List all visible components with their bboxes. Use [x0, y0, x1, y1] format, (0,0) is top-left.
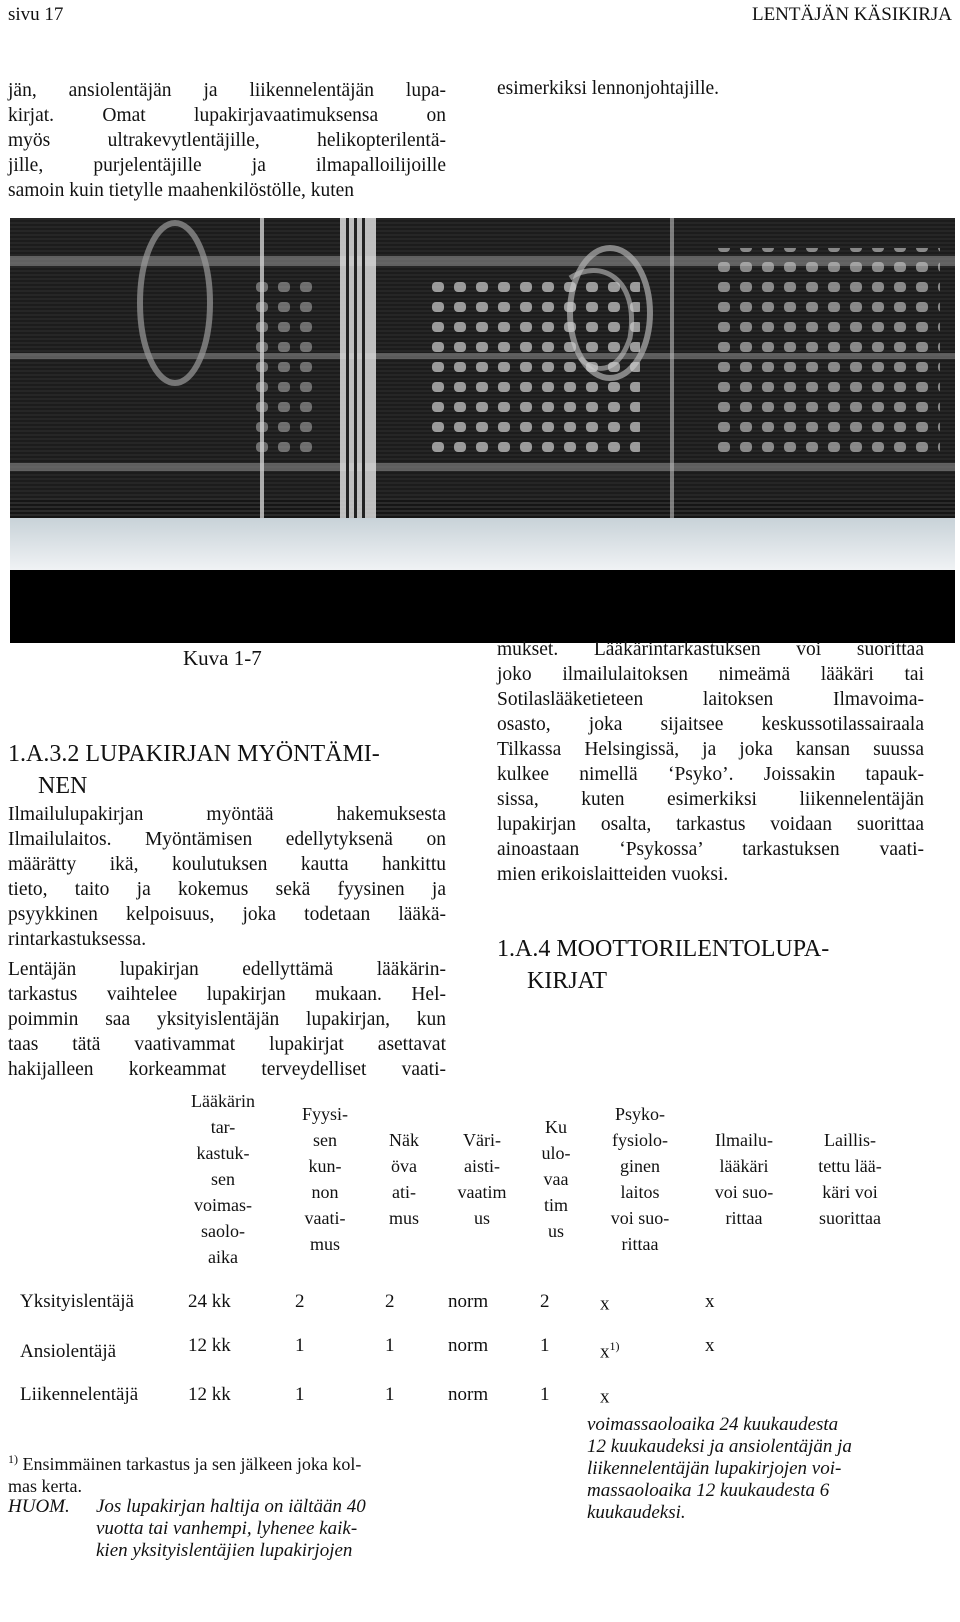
footnote [8, 1448, 448, 1497]
text-line: Lentäjän lupakirjan edellyttämä lääkärin- [8, 959, 446, 980]
cell-value: x [600, 1341, 610, 1363]
cell-value: x [600, 1386, 610, 1408]
header-line: tim [543, 1195, 568, 1215]
text-line: osasto, joka sijaitsee keskussotilassairaala [497, 714, 924, 735]
text-line: massaoloaika 12 kuukaudesta 6 [587, 1480, 830, 1501]
page-number: sivu 17 [8, 4, 64, 25]
header-line: aika [208, 1247, 238, 1267]
text-line: myös ultrakevytlentäjille, helikopterilentä- [8, 130, 446, 151]
footnote-marker: 1) [609, 1339, 620, 1353]
column-header-aika [178, 1088, 268, 1270]
cell-ilmailulaakari: x [705, 1335, 715, 1356]
text-line: Sotilaslääketieteen laitoksen Ilmavoima- [497, 689, 924, 710]
header-line: ati- [392, 1182, 416, 1202]
cell-aika: 12 kk [188, 1384, 231, 1405]
huom-text: Jos lupakirjan haltija on iältään 40 [96, 1496, 366, 1517]
cell-variaisti: norm [448, 1335, 489, 1356]
cell-ilmailulaakari: x [705, 1291, 715, 1312]
footnote-text: mas kerta. [8, 1476, 82, 1496]
row-name: Liikennelentäjä [20, 1384, 139, 1405]
book-title: LENTÄJÄN KÄSIKIRJA [751, 4, 952, 25]
header-line: tettu lää- [818, 1156, 882, 1176]
header-line: sen [313, 1130, 337, 1150]
cell-fyysinen: 1 [295, 1384, 305, 1405]
header-line: rittaa [621, 1234, 659, 1254]
text-line: määrätty ikä, koulutuksen kautta hankittu [8, 854, 446, 875]
right-top-line: esimerkiksi lennonjohtajille. [497, 78, 720, 99]
header-line: rittaa [725, 1208, 763, 1228]
text-line: lupakirjan osalta, tarkastus voidaan suorittaa [497, 814, 924, 835]
text-line: kuukaudeksi. [587, 1502, 686, 1523]
footnote-mark: 1) [8, 1452, 18, 1466]
header-line: Väri- [463, 1130, 501, 1150]
table-row [20, 1384, 920, 1410]
header-line: fysiolo- [612, 1130, 668, 1150]
header-line: mus [388, 1208, 419, 1228]
header-line: us [473, 1208, 490, 1228]
header-line: Psyko- [614, 1104, 665, 1124]
header-line: Ku [545, 1117, 567, 1137]
text-line: joko ilmailulaitoksen nimeämä lääkäri tai [497, 664, 924, 685]
header-line: öva [391, 1156, 417, 1176]
text-line: jille, purjelentäjille ja ilmapalloilijoille [8, 155, 446, 176]
heading-line: NEN [38, 773, 88, 799]
text-line: kulkee nimellä ‘Psyko’. Joissakin tapauk- [497, 764, 924, 785]
header-line: vaa [543, 1169, 569, 1189]
intro-paragraph [8, 78, 446, 203]
column-header-nako [372, 1127, 436, 1231]
cell-nako: 2 [385, 1291, 395, 1312]
column-header-kuulo [528, 1114, 584, 1244]
column-header-laillistettu [800, 1127, 900, 1231]
cell-fyysinen: 1 [295, 1335, 305, 1356]
cell-nako: 1 [385, 1384, 395, 1405]
header-line: us [547, 1221, 564, 1241]
header-line: Fyysi- [301, 1104, 348, 1124]
text-line: voimassaoloaika 24 kuukaudesta [587, 1414, 839, 1435]
row-name: Ansiolentäjä [20, 1341, 117, 1362]
text-line: tieto, taito ja kokemus sekä fyysinen ja [8, 879, 446, 900]
header-line: voi suo- [610, 1208, 670, 1228]
column-header-variaisti [443, 1127, 521, 1231]
huom-text: vuotta tai vanhempi, lyhenee kaik- [96, 1518, 358, 1539]
figure-image [10, 218, 955, 643]
cell-kuulo: 2 [540, 1291, 550, 1312]
cell-psyko [600, 1339, 620, 1363]
table-row [20, 1335, 920, 1365]
paragraph-1 [8, 802, 446, 952]
table-row [20, 1291, 920, 1317]
text-line: samoin kuin tietylle maahenkilöstölle, kuten [8, 180, 355, 201]
header-line: lääkäri [719, 1156, 769, 1176]
heading-line: 1.A.4 MOOTTORILENTOLUPA- [497, 936, 830, 962]
header-line: aisti- [464, 1156, 500, 1176]
section-heading [8, 738, 380, 802]
cell-nako: 1 [385, 1335, 395, 1356]
header-line: laitos [620, 1182, 660, 1202]
huom-continuation [587, 1414, 927, 1524]
text-line: tarkastus vaihtelee lupakirjan mukaan. Hel- [8, 984, 446, 1005]
text-line: mukset. Lääkärintarkastuksen voi suorittaa [497, 639, 924, 660]
text-line: mien erikoislaitteiden vuoksi. [497, 864, 729, 885]
column-header-fyysinen [285, 1101, 365, 1257]
cell-psyko [600, 1384, 610, 1408]
header-line: vaati- [304, 1208, 346, 1228]
text-line: jän, ansiolentäjän ja liikennelentäjän lupa- [8, 80, 446, 101]
cell-value: x [600, 1293, 610, 1315]
cell-kuulo: 1 [540, 1335, 550, 1356]
instrument-panel-image [10, 218, 955, 643]
cell-variaisti: norm [448, 1384, 489, 1405]
header-line: kun- [308, 1156, 342, 1176]
header-line: tar- [210, 1117, 236, 1137]
header-line: non [311, 1182, 339, 1202]
huom-text: kien yksityislentäjien lupakirjojen [96, 1540, 353, 1561]
section-heading-moottori [497, 933, 829, 997]
heading-line: 1.A.3.2 LUPAKIRJAN MYÖNTÄMI- [8, 741, 380, 767]
text-line: psyykkinen kelpoisuus, joka todetaan lääkä- [8, 904, 446, 925]
header-line: ulo- [541, 1143, 571, 1163]
text-line: rintarkastuksessa. [8, 929, 147, 950]
header-line: ginen [620, 1156, 660, 1176]
footnote-text: Ensimmäinen tarkastus ja sen jälkeen joka kol- [22, 1454, 362, 1474]
cell-aika: 24 kk [188, 1291, 231, 1312]
text-line: kirjat. Omat lupakirjavaatimuksensa on [8, 105, 446, 126]
row-name: Yksityislentäjä [20, 1291, 134, 1312]
right-paragraph [497, 637, 924, 887]
header-line: voi suo- [714, 1182, 774, 1202]
text-line: poimmin saa yksityislentäjän lupakirjan, kun [8, 1009, 446, 1030]
header-line: sen [211, 1169, 235, 1189]
cell-variaisti: norm [448, 1291, 489, 1312]
cell-kuulo: 1 [540, 1384, 550, 1405]
cell-aika: 12 kk [188, 1335, 231, 1356]
text-line: Ilmailulaitos. Myöntämisen edellytyksenä on [8, 829, 446, 850]
text-line: Tilkassa Helsingissä, ja joka kansan suussa [497, 739, 924, 760]
figure-caption: Kuva 1-7 [183, 646, 262, 670]
header-line: kastuk- [196, 1143, 250, 1163]
paragraph-2 [8, 957, 446, 1082]
text-line: sissa, kuten esimerkiksi liikennelentäjän [497, 789, 924, 810]
header-line: suorittaa [819, 1208, 881, 1228]
huom-label: HUOM. [8, 1496, 70, 1517]
cell-fyysinen: 2 [295, 1291, 305, 1312]
header-line: saolo- [201, 1221, 245, 1241]
text-line: hakijalleen korkeammat terveydelliset vaati- [8, 1059, 446, 1080]
text-line: 12 kuukaudeksi ja ansiolentäjän ja [587, 1436, 852, 1457]
text-line: liikennelentäjän lupakirjojen voi- [587, 1458, 842, 1479]
text-line: Ilmailulupakirjan myöntää hakemuksesta [8, 804, 446, 825]
header-line: Ilmailu- [715, 1130, 773, 1150]
text-line: taas tätä vaativammat lupakirjat asettavat [8, 1034, 446, 1055]
header-line: voimas- [194, 1195, 252, 1215]
header-line: Laillis- [824, 1130, 876, 1150]
column-header-psyko [592, 1101, 688, 1257]
text-line: ainoastaan ‘Psykossa’ tarkastuksen vaati- [497, 839, 924, 860]
cell-psyko [600, 1291, 610, 1315]
header-line: vaatim [457, 1182, 507, 1202]
heading-line: KIRJAT [527, 968, 608, 994]
header-line: Lääkärin [191, 1091, 255, 1111]
header-line: käri voi [822, 1182, 878, 1202]
header-line: mus [309, 1234, 340, 1254]
header-line: Näk [389, 1130, 419, 1150]
column-header-ilmailulaakari [698, 1127, 790, 1231]
